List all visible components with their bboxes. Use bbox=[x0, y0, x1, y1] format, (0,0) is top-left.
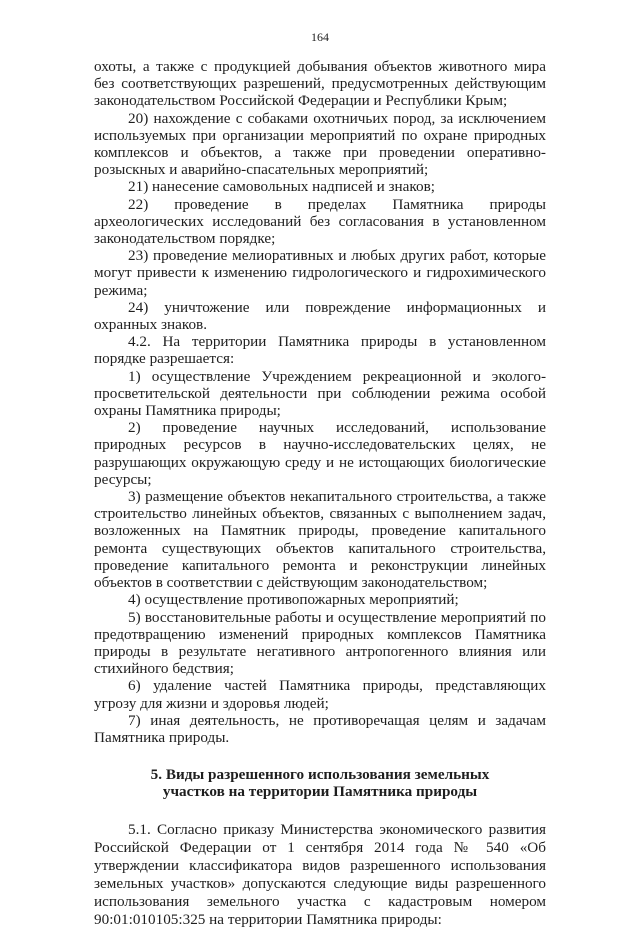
allowed-item-5: 5) восстановительные работы и осуществление мероприятий по предотвращению изменений природных комплексов Памятника природы в результате негативного антропогенного влияния или стихийного бедствия; bbox=[94, 608, 546, 678]
allowed-item-4: 4) осуществление противопожарных мероприятий; bbox=[128, 591, 459, 609]
page-number: 164 bbox=[311, 30, 329, 44]
document-body bbox=[94, 58, 546, 929]
list-item-23: 23) проведение мелиоративных и любых других работ, которые могут привести к изменению гидрологического и гидрохимического режима; bbox=[94, 247, 546, 299]
list-item-22: 22) проведение в пределах Памятника природы археологических исследований без согласования в установленном законодательством порядке; bbox=[94, 195, 546, 248]
list-item-21: 21) нанесение самовольных надписей и знаков; bbox=[128, 178, 436, 196]
closing-section bbox=[94, 821, 546, 929]
allowed-item-2: 2) проведение научных исследований, использование природных ресурсов в научно-исследовательских целях, не разрушающих окружающую среду и не истощающих биологические ресурсы; bbox=[94, 419, 546, 488]
section-heading: 5. Виды разрешенного использования земельных участков на территории Памятника природы bbox=[150, 766, 490, 801]
paragraph-continuation: охоты, а также с продукцией добывания объектов животного мира без соответствующих разрешений, предусмотренных действующим законодательством Российской Федерации и Республики Крым; bbox=[94, 58, 546, 110]
allowed-item-6: 6) удаление частей Памятника природы, представляющих угрозу для жизни и здоровья людей; bbox=[94, 677, 546, 712]
list-item-20: 20) нахождение с собаками охотничьих пород, за исключением используемых при организации мероприятий по охране природных комплексов и объектов, а также при проведении оперативно-розыскных и аварийно-спасательных мероприятий; bbox=[94, 109, 546, 179]
clause-5-1: 5.1. Согласно приказу Министерства экономического развития Российской Федерации от 1 сентября 2014 года № 540 «Об утверждении классификатора видов разрешенного использования земельных участков» допускаются следующие виды разрешенного использования земельного участка с кадастровым номером 90:01:010105:325 на территории Памятника природы: bbox=[94, 820, 546, 928]
clause-4-2: 4.2. На территории Памятника природы в установленном порядке разрешается: bbox=[94, 333, 546, 368]
allowed-item-3: 3) размещение объектов некапитального строительства, а также строительство линейных объектов, связанных с выполнением задач, возложенных на Памятник природы, проведение капитального ремонта существующих объектов капитального строительства, проведение капитального ремонта и реконструкции линейных объектов в соответствии с действующим законодательством; bbox=[94, 488, 546, 592]
allowed-item-7: 7) иная деятельность, не противоречащая целям и задачам Памятника природы. bbox=[94, 711, 546, 746]
allowed-item-1: 1) осуществление Учреждением рекреационной и эколого-просветительской деятельности при соблюдении режима особой охраны Памятника природы; bbox=[94, 367, 546, 420]
list-item-24: 24) уничтожение или повреждение информационных и охранных знаков. bbox=[94, 298, 546, 334]
